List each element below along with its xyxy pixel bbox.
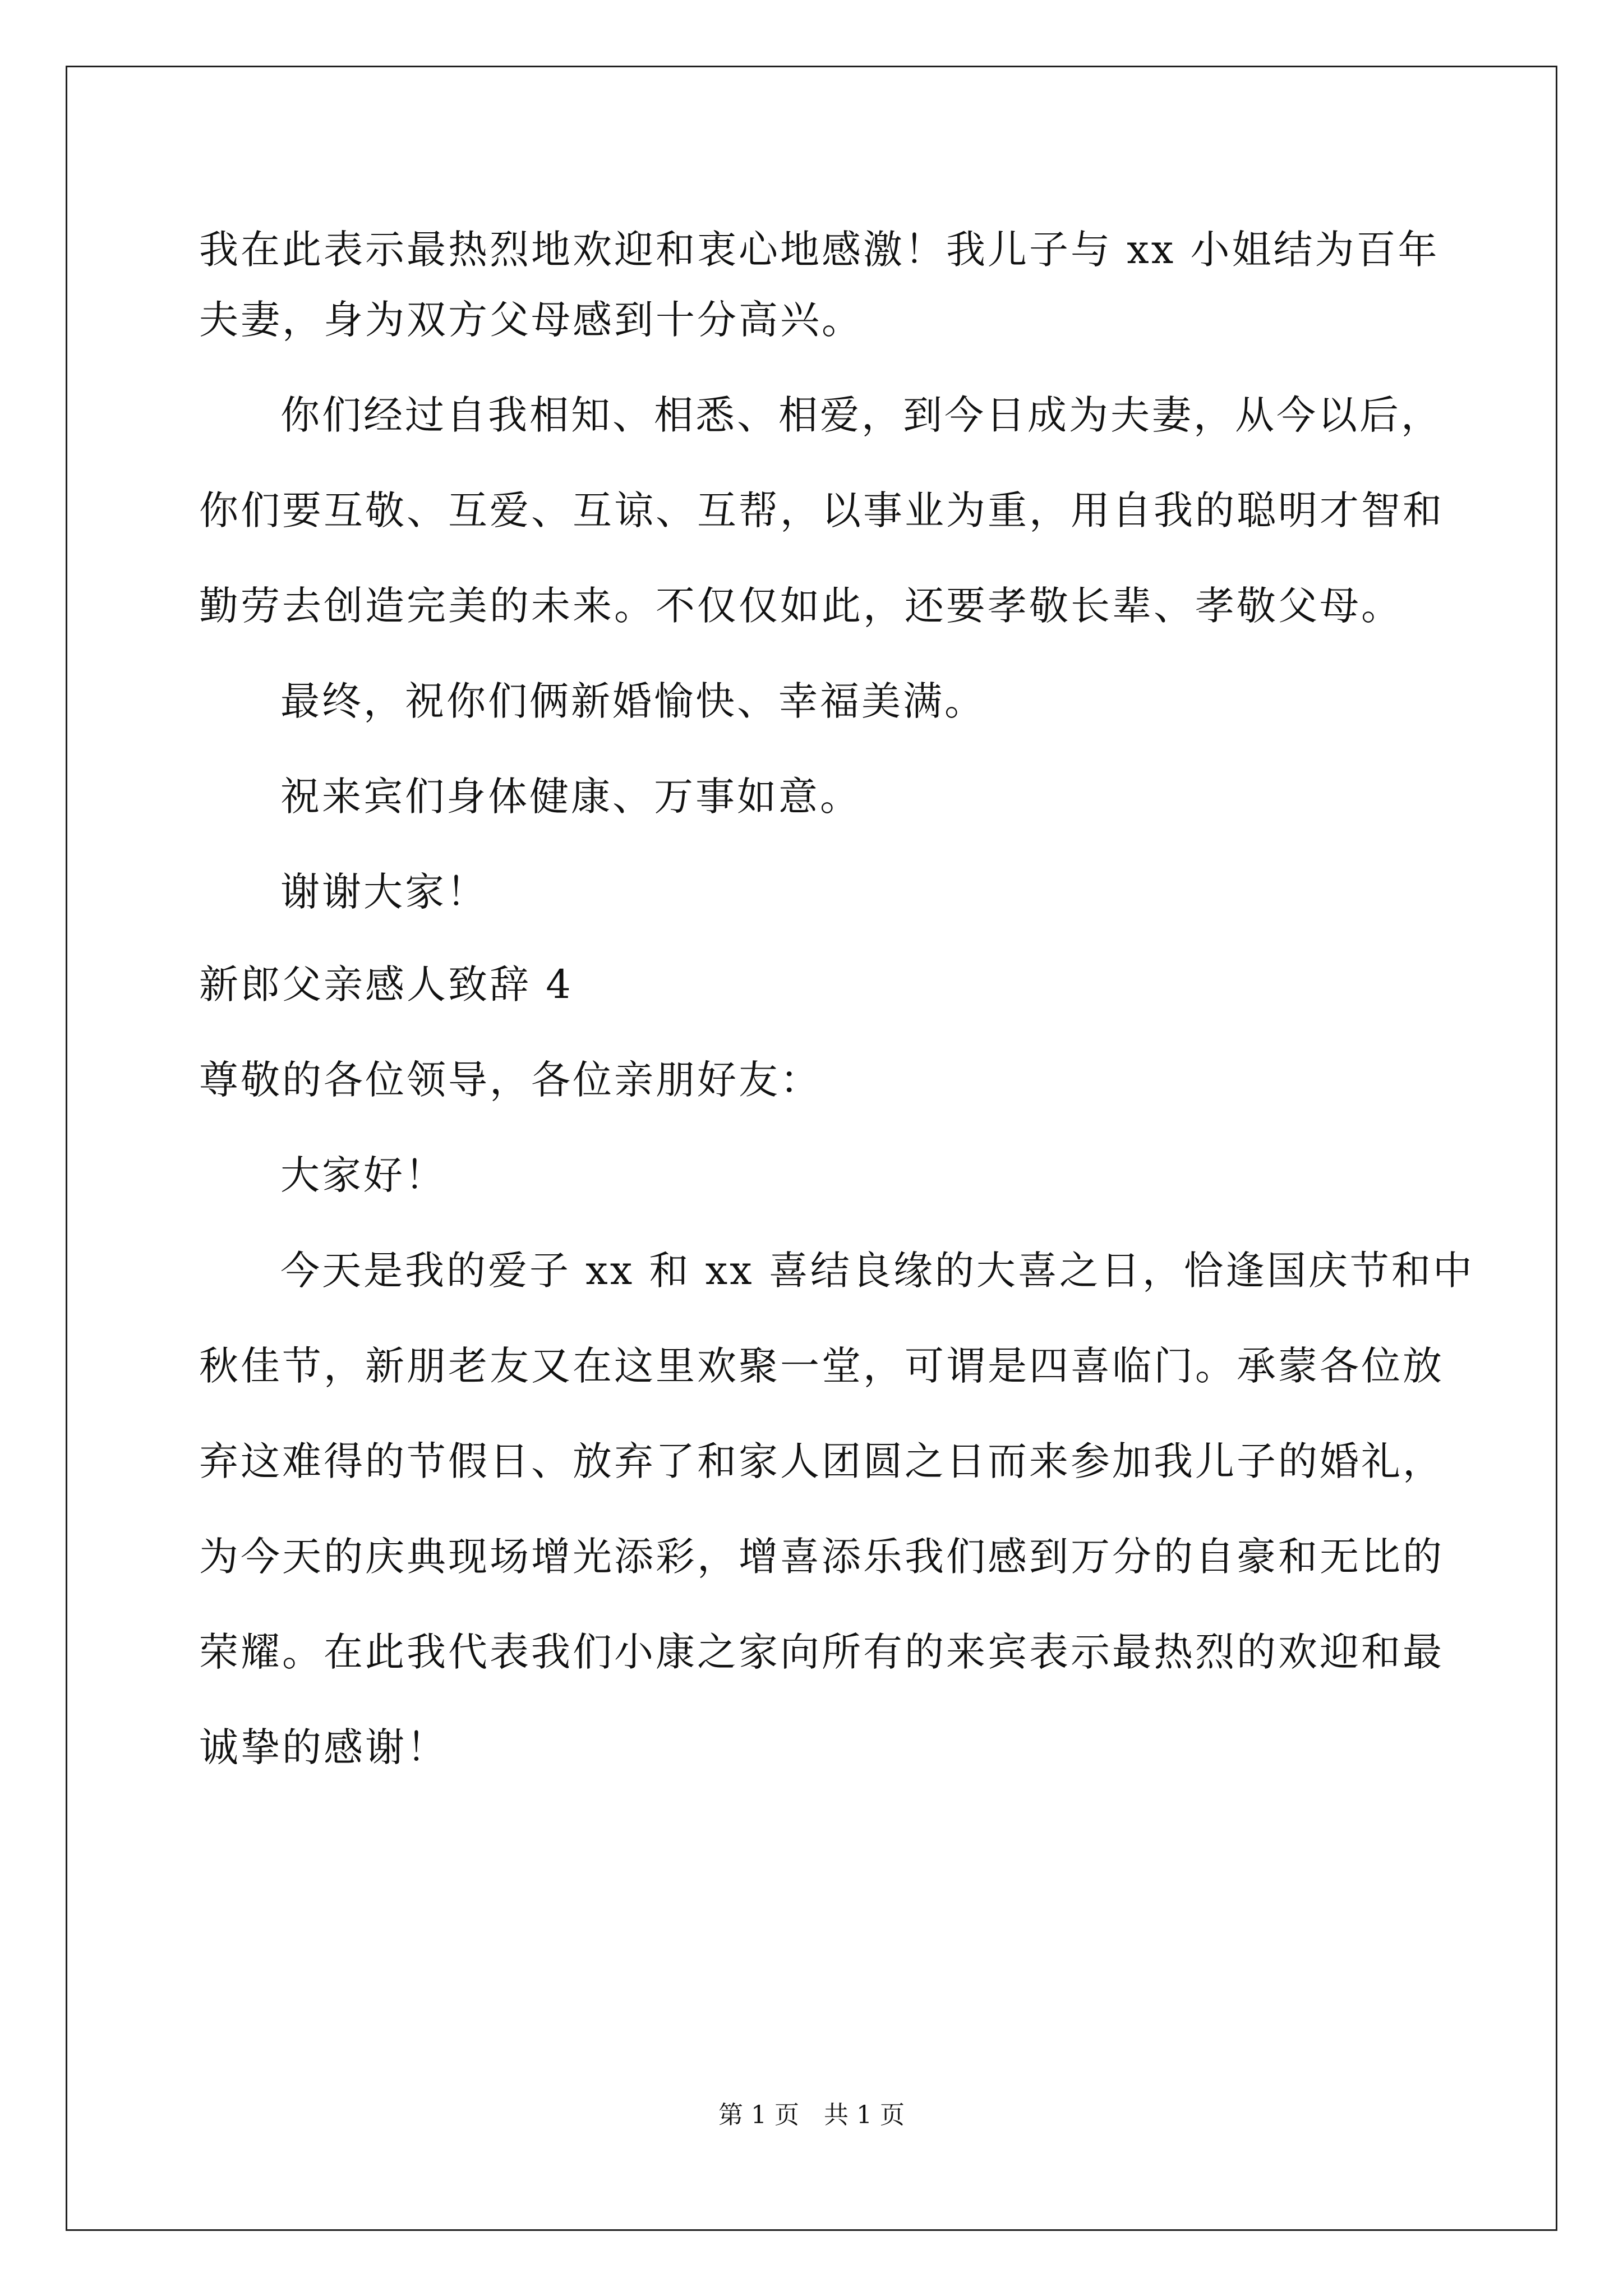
text-line: 我在此表示最热烈地欢迎和衷心地感激！我儿子与 xx 小姐结为百年 xyxy=(199,227,1440,273)
text-line: 你们要互敬、互爱、互谅、互帮，以事业为重，用自我的聪明才智和 xyxy=(199,487,1444,533)
paragraph-line: 你们经过自我相知、相悉、相爱，到今日成为夫妻，从今以后， xyxy=(280,392,1442,438)
paragraph-line: 最终，祝你们俩新婚愉快、幸福美满。 xyxy=(280,678,986,724)
paragraph-line: 祝来宾们身体健康、万事如意。 xyxy=(280,774,861,820)
salutation: 尊敬的各位领导，各位亲朋好友： xyxy=(199,1057,822,1103)
greeting: 大家好！ xyxy=(280,1152,446,1198)
text-line: 荣耀。在此我代表我们小康之家向所有的来宾表示最热烈的欢迎和最 xyxy=(199,1629,1444,1675)
text-line: 秋佳节，新朋老友又在这里欢聚一堂，可谓是四喜临门。承蒙各位放 xyxy=(199,1343,1444,1389)
page-footer: 第 1 页 共 1 页 xyxy=(718,2101,905,2129)
text-line: 夫妻，身为双方父母感到十分高兴。 xyxy=(199,297,863,343)
paragraph-line: 谢谢大家！ xyxy=(280,869,488,915)
text-line: 为今天的庆典现场增光添彩，增喜添乐我们感到万分的自豪和无比的 xyxy=(199,1534,1444,1580)
text-line: 弃这难得的节假日、放弃了和家人团圆之日而来参加我儿子的婚礼， xyxy=(199,1438,1444,1484)
text-line: 诚挚的感谢！ xyxy=(199,1724,448,1770)
section-heading: 新郎父亲感人致辞 4 xyxy=(199,961,573,1007)
paragraph-line: 今天是我的爱子 xx 和 xx 喜结良缘的大喜之日，恰逢国庆节和中 xyxy=(280,1248,1474,1294)
document-body xyxy=(199,0,1474,2098)
text-line: 勤劳去创造完美的未来。不仅仅如此，还要孝敬长辈、孝敬父母。 xyxy=(199,583,1403,629)
